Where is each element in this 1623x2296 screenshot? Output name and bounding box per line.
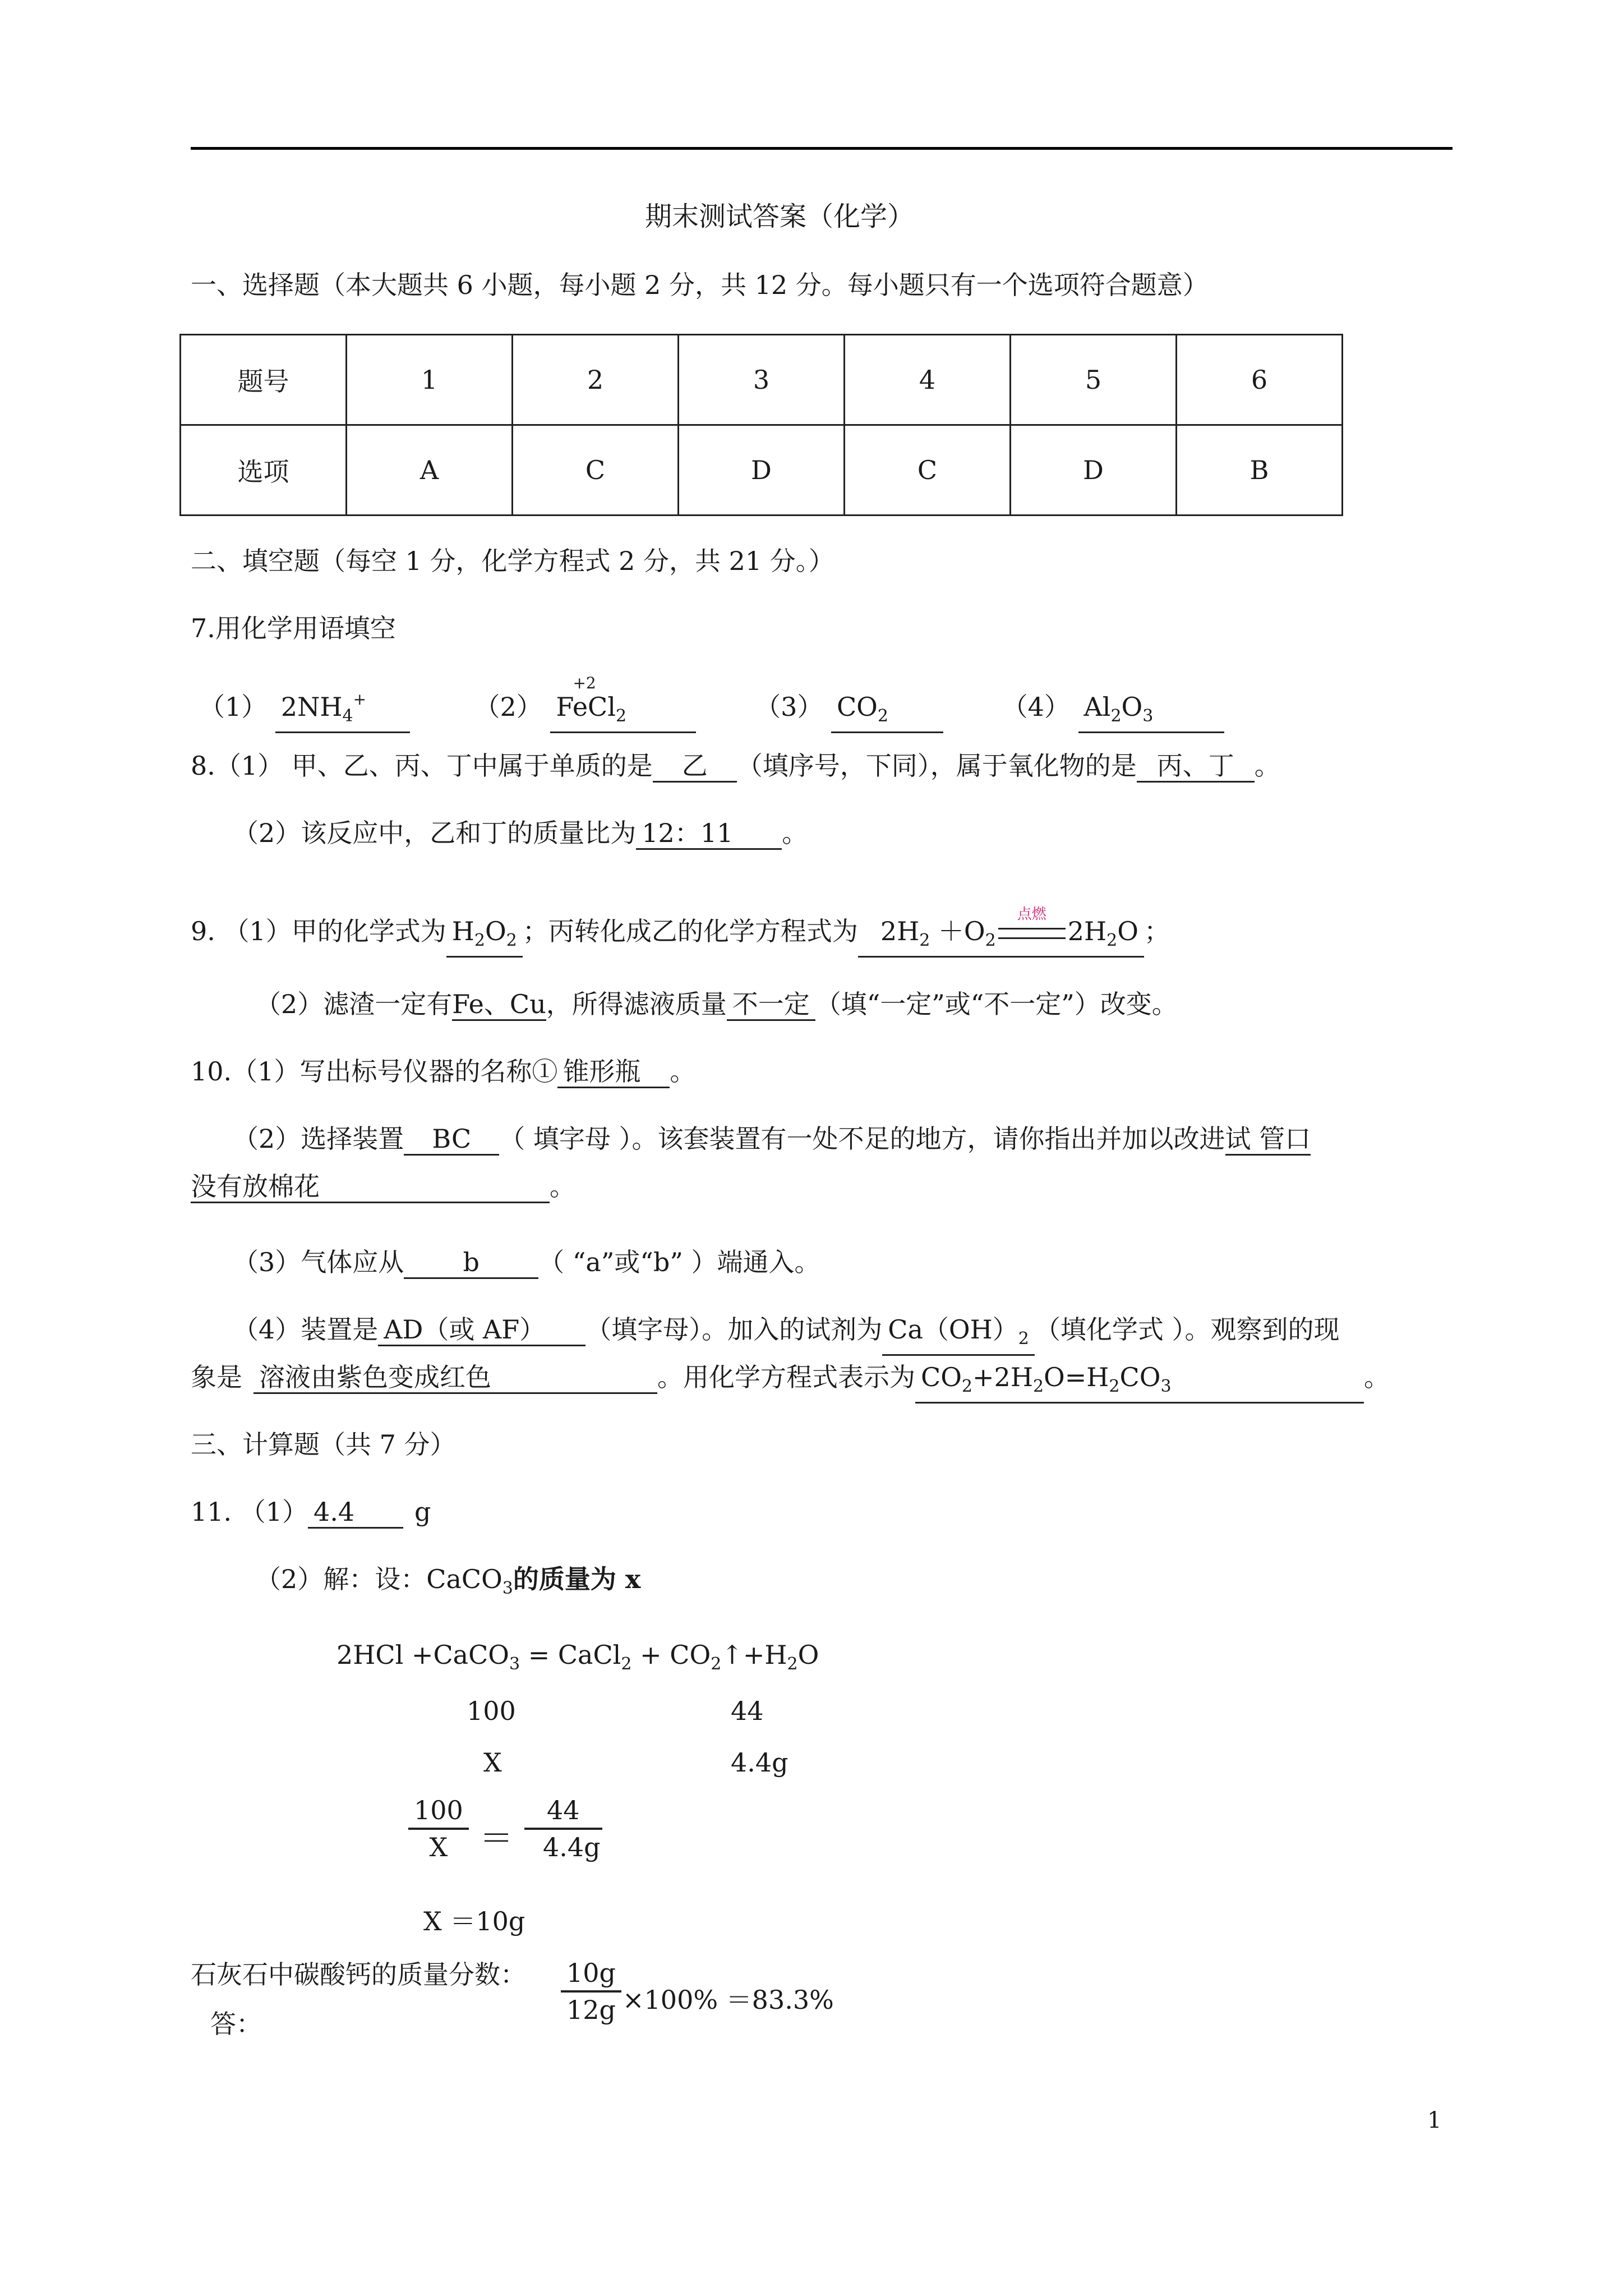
q7-prefix-3: （3） [755, 692, 823, 722]
q9-text-d: （2）滤渣一定有 [255, 989, 453, 1019]
q9-eq-s2: 2 [985, 931, 996, 950]
q11-mass-1: 100 [467, 1696, 516, 1726]
q11-percent-label: 石灰石中碳酸钙的质量分数： [191, 1959, 526, 1990]
q9-f-b: O [485, 916, 506, 946]
q11-line2 [255, 1562, 640, 1605]
table-cell: 5 [1011, 335, 1177, 425]
q11-eq-s2: 2 [621, 1654, 632, 1674]
q9-eq-s3: 2 [1106, 931, 1118, 950]
q10-eq-s4: 3 [1160, 1377, 1172, 1396]
q10-text-m: 。 [1364, 1362, 1390, 1392]
q9-f-a: H [451, 916, 474, 946]
fraction-1-numerator: 100 [408, 1795, 469, 1830]
q10-text-h: （4）装置是 [233, 1314, 379, 1345]
q7-a1-sup: + [353, 690, 367, 708]
q10-line2 [233, 1122, 1311, 1156]
fraction-2-numerator: 44 [524, 1795, 602, 1830]
q11-eq-b: = CaCl [520, 1640, 621, 1670]
q11-answer-1: 4.4 [308, 1497, 403, 1529]
section2-heading: 二、填空题（每空 1 分，化学方程式 2 分，共 21 分。） [191, 546, 834, 576]
fraction-3-denominator: 12g [566, 1995, 616, 2025]
q7-prefix-4: （4） [1002, 692, 1070, 722]
q7-a3-sub: 2 [877, 706, 888, 726]
table-cell: 6 [1177, 335, 1343, 425]
q10-text-k: 象是 [191, 1362, 242, 1392]
section3-heading: 三、计算题（共 7 分） [191, 1429, 456, 1460]
q11-mass-2: 44 [731, 1696, 764, 1726]
q9-text-a: 9. （1）甲的化学式为 [191, 916, 446, 946]
q11-answer-label: 答： [210, 2009, 262, 2039]
q10-text-j: （填化学式 ）。观察到的现 [1034, 1314, 1340, 1345]
fraction-1-denominator: X [429, 1832, 448, 1862]
q10-answer-1: 锥形瓶 [557, 1056, 670, 1088]
q11-result: X ＝10g [423, 1906, 525, 1936]
q10-line2-cont [191, 1170, 575, 1203]
q11-eq-s4: 2 [787, 1654, 798, 1674]
q9-answer-mass: 不一定 [727, 989, 815, 1021]
q7-a3-text: CO [836, 692, 878, 722]
q10-eq-s2: 2 [1032, 1377, 1044, 1396]
table-cell: D [1011, 425, 1177, 516]
q9-eq-d: O [1117, 916, 1138, 946]
table-cell: 3 [679, 335, 845, 425]
fraction-3 [561, 1958, 621, 2025]
q9-text-e: ，所得滤液质量 [546, 989, 727, 1019]
q10-eq-a: CO [921, 1362, 962, 1392]
q9-answer-equation [858, 906, 1144, 958]
condition-label: 点燃 [1017, 906, 1046, 923]
q9-text-b: ；丙转化成乙的化学方程式为 [522, 916, 858, 946]
q11-percent-result: ×100% ＝83.3% [623, 1985, 834, 2015]
q11-eq-a: 2HCl +CaCO [336, 1640, 509, 1670]
q11-sub: 3 [502, 1579, 513, 1598]
table-cell: B [1177, 425, 1343, 516]
table-cell: 1 [347, 335, 513, 425]
header-rule [191, 147, 1453, 150]
q8-line1 [191, 749, 1280, 783]
reaction-condition [996, 906, 1068, 946]
table-row [181, 425, 1343, 516]
q10-answer-8 [915, 1362, 1364, 1404]
q10-text-c: （2）选择装置 [233, 1124, 404, 1154]
q10-answer-7: 溶液由紫色变成红色 [253, 1362, 657, 1394]
q9-text-c: ； [1144, 916, 1170, 946]
q10-line1 [191, 1055, 695, 1088]
q10-eq-s3: 2 [1109, 1377, 1120, 1396]
q9-eq-s1: 2 [919, 931, 930, 950]
q7-a2-text: FeCl [556, 692, 616, 722]
q11-text-a: 11. （1） [191, 1497, 308, 1527]
q10-text-e: 。 [550, 1171, 575, 1202]
q9-eq-b: ＋O [930, 916, 985, 946]
q11-eq-d: ↑+H [721, 1640, 787, 1670]
q10-line4 [233, 1313, 1339, 1356]
table-cell: D [679, 425, 845, 516]
q9-line2 [255, 987, 1178, 1021]
q10-eq-d: CO [1119, 1362, 1161, 1392]
q7-answer-4 [1078, 692, 1224, 733]
q8-answer-2: 丙、丁 [1137, 751, 1255, 783]
q10-a6-sub: 2 [1018, 1329, 1029, 1349]
q10-text-g: （ “a”或“b” ）端通入。 [538, 1247, 820, 1277]
q10-a6-text: Ca（OH） [888, 1314, 1018, 1345]
q9-eq-c: 2H [1067, 916, 1107, 946]
q8-text-a: 8.（1） 甲、乙、丙、丁中属于单质的是 [191, 751, 653, 781]
q11-text-b: g [414, 1497, 431, 1527]
fraction-2 [524, 1795, 602, 1862]
q10-eq-s1: 2 [961, 1377, 973, 1396]
q10-answer-6 [882, 1314, 1035, 1356]
q7-a4-text-b: O [1121, 692, 1143, 722]
q11-equation [336, 1638, 819, 1681]
q11-eq-s3: 2 [711, 1654, 722, 1674]
q10-eq-c: O=H [1044, 1362, 1109, 1392]
q7-a2-valence: +2 [573, 674, 596, 692]
section1-heading: 一、选择题（本大题共 6 小题，每小题 2 分，共 12 分。每小题只有一个选项符合题意） [191, 270, 1209, 300]
table-cell: A [347, 425, 513, 516]
table-header-cell: 题号 [181, 335, 347, 425]
q7-prefix-1: （1） [199, 692, 268, 722]
q9-f-s1: 2 [474, 931, 485, 950]
q11-eq-c: + CO [631, 1640, 711, 1670]
q7-label: 7.用化学用语填空 [191, 613, 396, 643]
q8-answer-3: 12：11 [636, 818, 782, 850]
q9-eq-a: 2H [880, 916, 920, 946]
q11-eq-s1: 3 [509, 1654, 520, 1674]
q7-answer-2 [550, 674, 696, 733]
q8-text-b: （填序号，下同），属于氧化物的是 [736, 751, 1137, 781]
q7-a4-text-a: Al [1083, 692, 1111, 722]
q10-answer-3b: 没有放棉花 [191, 1171, 550, 1203]
reaction-arrow [998, 928, 1066, 939]
table-header-cell: 选项 [181, 425, 347, 516]
q8-line2 [233, 816, 808, 850]
fraction-2-denominator: 4.4g [542, 1832, 601, 1862]
q10-line5 [191, 1360, 1390, 1404]
q10-text-b: 。 [670, 1056, 696, 1087]
q11-var-2: 4.4g [731, 1747, 789, 1778]
q10-answer-2: BC [404, 1124, 499, 1156]
page-number: 1 [1427, 2108, 1442, 2133]
q11-eq-e: O [797, 1640, 819, 1670]
q7-a4-sub2: 3 [1142, 706, 1154, 726]
q8-answer-1: 乙 [653, 751, 737, 783]
fraction-1 [408, 1795, 469, 1862]
q10-text-a: 10.（1）写出标号仪器的名称① [191, 1056, 558, 1087]
page-title: 期末测试答案（化学） [645, 201, 915, 232]
q10-text-d: （ 填字母 ）。该套装置有一处不足的地方，请你指出并加以改进 [499, 1124, 1225, 1154]
q7-a1-text: 2NH [280, 692, 343, 722]
q9-answer-residue: Fe、Cu [452, 989, 546, 1021]
table-cell: 4 [845, 335, 1011, 425]
table-row [181, 335, 1343, 425]
q7-a4-sub1: 2 [1110, 706, 1122, 726]
q11-text-d: 的质量为 x [513, 1564, 641, 1594]
q8-text-d: （2）该反应中，乙和丁的质量比为 [233, 818, 637, 848]
q9-line1 [191, 906, 1170, 958]
fraction-equals: ＝ [479, 1819, 513, 1858]
answer-table [179, 334, 1343, 516]
q9-text-f: （填“一定”或“不一定”）改变。 [815, 989, 1178, 1019]
q9-f-s2: 2 [506, 931, 517, 950]
q8-text-e: 。 [782, 818, 808, 848]
q10-line3 [233, 1245, 820, 1279]
q10-text-f: （3）气体应从 [233, 1247, 404, 1277]
q11-line1 [191, 1495, 431, 1529]
q10-text-i: （填字母）。加入的试剂为 [585, 1314, 883, 1345]
q10-eq-b: +2H [972, 1362, 1033, 1392]
q11-var-1: X [483, 1747, 502, 1778]
q11-text-c: （2）解：设：CaCO [255, 1564, 502, 1594]
table-cell: 2 [513, 335, 679, 425]
q7-answers [199, 674, 1224, 733]
q7-answer-1 [275, 684, 410, 733]
q9-answer-formula [446, 916, 523, 958]
q10-answer-5: AD（或 AF） [378, 1314, 585, 1346]
q10-text-l: 。用化学方程式表示为 [657, 1362, 915, 1392]
q7-answer-3 [831, 692, 943, 733]
q7-prefix-2: （2） [474, 692, 542, 722]
table-cell: C [513, 425, 679, 516]
q7-a1-sub: 4 [342, 706, 353, 726]
fraction-3-numerator: 10g [561, 1958, 621, 1993]
q7-a2-sub: 2 [615, 706, 627, 726]
q8-text-c: 。 [1254, 751, 1280, 781]
q10-answer-3a: 试 管口 [1225, 1124, 1311, 1156]
q10-answer-4: b [404, 1247, 538, 1279]
table-cell: C [845, 425, 1011, 516]
